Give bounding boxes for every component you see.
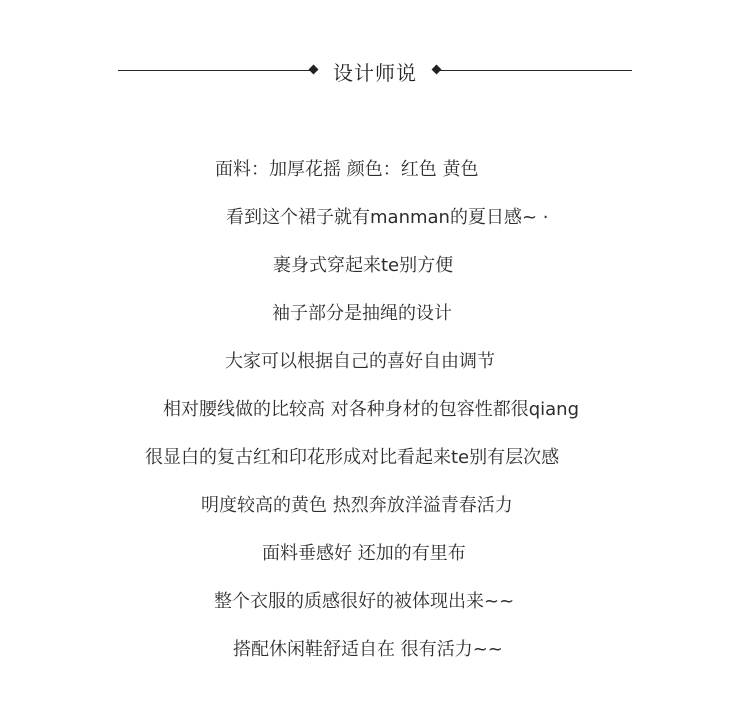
section-title: 设计师说 — [333, 61, 417, 85]
header-divider-right — [438, 70, 632, 71]
note-line: 整个衣服的质感很好的被体现出来~~ — [214, 591, 515, 612]
note-line: 搭配休闲鞋舒适自在 很有活力~~ — [233, 639, 503, 660]
note-line: 面料垂感好 还加的有里布 — [262, 543, 466, 564]
note-line: 面料：加厚花摇 颜色：红色 黄色 — [215, 159, 479, 180]
note-line: 裹身式穿起来te别方便 — [273, 255, 454, 276]
note-line: 相对腰线做的比较高 对各种身材的包容性都很qiang — [163, 399, 580, 420]
note-line: 袖子部分是抽绳的设计 — [272, 303, 452, 324]
note-line: 明度较高的黄色 热烈奔放洋溢青春活力 — [201, 495, 513, 516]
note-line: 看到这个裙子就有manman的夏日感~ · — [226, 207, 549, 228]
note-line: 大家可以根据自己的喜好自由调节 — [225, 351, 495, 372]
note-line: 很显白的复古红和印花形成对比看起来te别有层次感 — [145, 447, 560, 468]
section-header — [118, 55, 632, 85]
